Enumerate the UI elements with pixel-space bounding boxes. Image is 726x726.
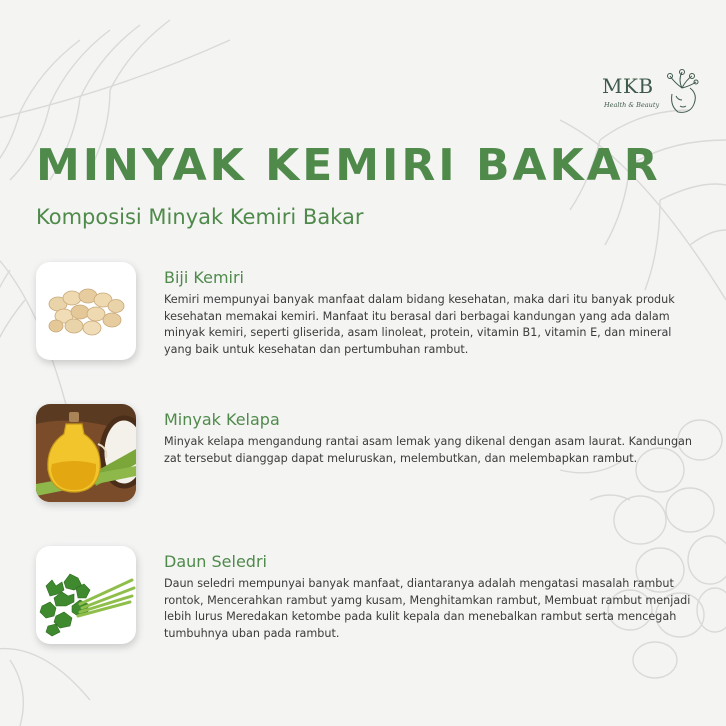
- ingredient-title: Biji Kemiri: [164, 268, 244, 287]
- page-subtitle: Komposisi Minyak Kemiri Bakar: [36, 205, 364, 229]
- candlenut-image: [36, 262, 136, 360]
- ingredient-description: Daun seledri mempunyai banyak manfaat, diantaranya adalah mengatasi masalah rambut rontok, Mencerahkan rambut yamg kusam, Menghitamkan rambut, Membuat rambut menjadi lebih lurus Meredakan ketombe pada kulit kepala dan menebalkan rambut serta mencegah tumbuhnya uban pada rambut.: [164, 577, 691, 640]
- celery-image: [36, 546, 136, 644]
- logo-subtitle: Health & Beauty: [604, 101, 660, 109]
- ingredient-description: Minyak kelapa mengandung rantai asam lemak yang dikenal dengan asam laurat. Kandungan zat tersebut dianggap dapat meluruskan, melembutkan, dan melembapkan rambut.: [164, 435, 692, 465]
- ingredient-description: Kemiri mempunyai banyak manfaat dalam bidang kesehatan, maka dari itu banyak produk kesehatan memakai kemiri. Manfaat itu berasal dari berbagai kandungan yang ada dalam minyak kemiri, seperti gliserida, asam linoleat, protein, vitamin B1, vitamin E, dan mineral yang baik untuk kesehatan dan pertumbuhan rambut.: [164, 293, 675, 356]
- coconut-oil-image: [36, 404, 136, 502]
- brand-logo: [602, 66, 702, 114]
- face-flower-icon: [664, 66, 702, 114]
- ingredient-title: Minyak Kelapa: [164, 410, 280, 429]
- ingredient-title: Daun Seledri: [164, 552, 267, 571]
- page-title: MINYAK KEMIRI BAKAR: [36, 140, 661, 191]
- logo-text: MKB: [602, 74, 654, 98]
